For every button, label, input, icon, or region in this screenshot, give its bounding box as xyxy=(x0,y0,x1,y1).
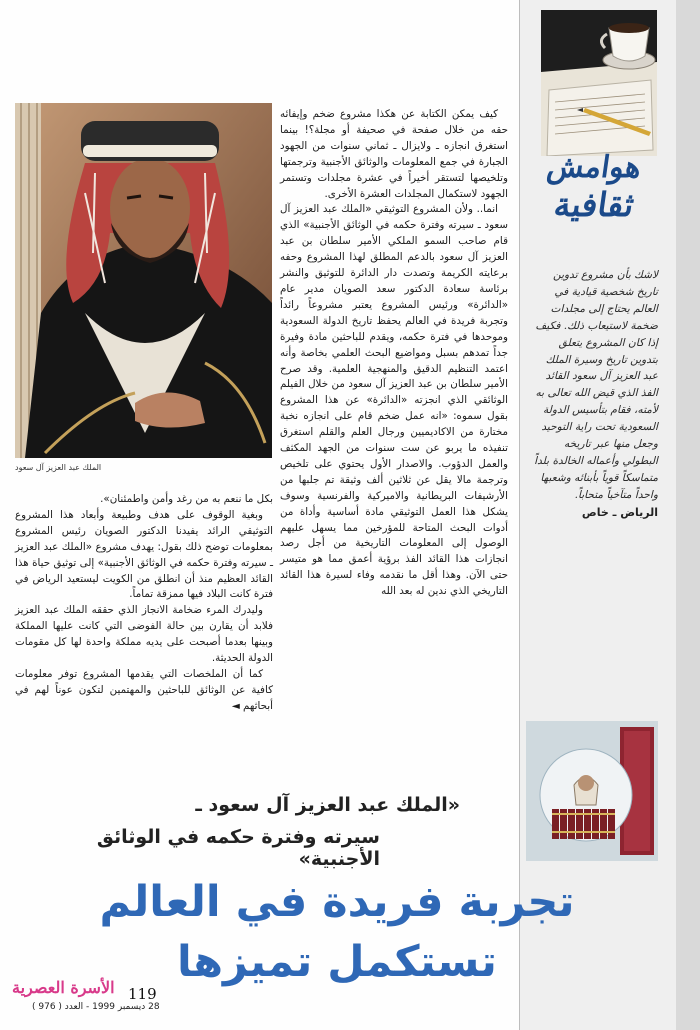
article-paragraph: وبغية الوقوف على هدف وطبيعة وأبعاد هذا المشروع التوثيقي الرائد يفيدنا الدكتور الصويان رئيس المشروع بمعلومات توضح ذلك بقول: يهدف مشروع «الملك عبد العزيز ـ سيرته وفترة حكمه في الوثائق الأجنبية» إلى توثيق حياة هذا القائد العظيم منذ أن انطلق من الكويت ليستعيد الرياض في فترة كانت البلاد فيها ممزقة تماماً. xyxy=(15,508,273,601)
page-edge-shadow xyxy=(676,0,700,1030)
king-portrait-photo xyxy=(15,103,272,458)
photo-caption: الملك عبد العزيز آل سعود xyxy=(15,463,102,472)
magazine-logo: الأسرة العصرية xyxy=(12,978,115,997)
article-column-bottom xyxy=(15,492,273,715)
page-number: 119 xyxy=(128,985,157,1003)
sidebar-heading xyxy=(530,150,658,224)
coffee-and-pen-photo xyxy=(541,10,657,156)
page-footer xyxy=(12,978,232,1018)
sidebar-heading-line2: ثقافية xyxy=(551,185,637,224)
sidebar-heading-line1: هوامش xyxy=(544,150,644,185)
article-paragraph: بكل ما ننعم به من رغد وأمن واطمئنان». xyxy=(100,493,273,505)
article-headline: تجربة فريدة في العالم تستكمل تميزها xyxy=(99,877,575,987)
article-paragraph: انما.. ولأن المشروع التوثيقي «الملك عبد العزيز آل سعود ـ سيرته وفترة حكمه في الوثائق الأجنبية» الذي قام صاحب السمو الملكي الأمير سلطان بن عبد العزيز آل سعود بالدعم المطلق لهذا المشروع وحفه برعايته الكريمة وتصدت دار الدائرة للتوثيق والنشر برئاسة سعادة الدكتور سعد الصويان مدير عام «الدائرة» ورئيس المشروع يعتبر مشروعاً رائداً وتجربة فريدة في العالم يحفظ تاريخ الدولة السعودية وموحدها في فترة حكمه، ويقدم للباحثين مادة وفيرة جداً تمدهم بسبل ومواضيع البحث العلمي بخاصة وأنه اعتمد التنظيم الدقيق والمنهجية العلمية. وقد صرح الأمير سلطان بن عبد العزيز آل سعود من خلال الفيلم الوثائقي الذي انجزته «الدائرة» عن هذا المشروع بقول سموه: «انه عمل ضخم قام على انجازه نخبة مختارة من الاكاديميين ورجال العلم والقلم استغرق تنفيذه ما يربو عن ست سنوات من الجهد المكثف والعمل الدؤوب. والاصدار الأول يحتوي على تلخيص وترجمة مالا يقل عن ثلاثين ألف وثيقة تم جلبها من الأرشيفات البريطانية والاميركية والفرنسية وسوف يشكل هذا العمل التوثيقي مادة أساسية وأداة من أدوات البحث المتاحة للمؤرخين مما يسهل عليهم الوصول إلى المعلومات التاريخية من أجل رصد انجازات هذا القائد الفذ برؤية أعمق مما هو متيسر حتى الآن. وهذا أقل ما نقدمه وفاء لسيرة هذا القائد التاريخي الذي ندين له بعد الله xyxy=(280,203,508,598)
article-paragraph: كما أن الملخصات التي يقدمها المشروع توفر معلومات كافية عن الوثائق للباحثين والمهتمين لتكون عوناً لهم في أبحاثهم ◄ xyxy=(15,667,273,712)
article-subtitle-line1: «الملك عبد العزيز آل سعود ـ xyxy=(195,794,460,816)
article-subtitle-line2: سيرته وفترة حكمه في الوثائق الأجنبية» xyxy=(96,826,380,870)
issue-date: 28 ديسمبر 1999 - العدد ( 976 ) xyxy=(32,1002,160,1012)
book-set-image xyxy=(526,721,658,861)
article-paragraph: كيف يمكن الكتابة عن هكذا مشروع ضخم وإيفائه حقه من خلال صفحة في صحيفة أو مجلة؟! بينما استغرق انجازه ـ ولايزال ـ ثماني سنوات من الجهود الجبارة في جمع المعلومات والوثائق الأجنبية وترجمتها وتلخيصها لتستقر أخيراً في عشرة مجلدات وتستمر الجهود لاستكمال المجلدات العشرة الأخرى. xyxy=(280,108,508,200)
sidebar-signature: الرياض ـ خاص xyxy=(581,506,658,519)
article-paragraph: وليدرك المرء ضخامة الانجاز الذي حققه الملك عبد العزيز فلابد أن يقارن بين حالة الفوضى التي كانت عليها المملكة وبينها بعدما أصبحت على يديه مملكة واحدة لها كل مقومات الدولة الحديثة. xyxy=(15,604,273,665)
sidebar-text: لاشك بأن مشروع تدوين تاريخ شخصية قيادية في العالم يحتاج إلى مجلدات ضخمة لاستيعاب ذلك. فكيف إذا كان المشروع يتعلق بتدوين تاريخ وسيرة الملك عبد العزيز آل سعود القائد الفذ الذي قيض الله تعالى به لأمته، فقام بتأسيس الدولة السعودية تحت راية التوحيد وجعل منها عبر تاريخه البطولي وأعماله الخالدة بلداً متماسكاً قوياً بأبنائه وشعبها واحداً متآخياً متحاباً. xyxy=(534,269,658,501)
article-column-top xyxy=(280,107,508,600)
